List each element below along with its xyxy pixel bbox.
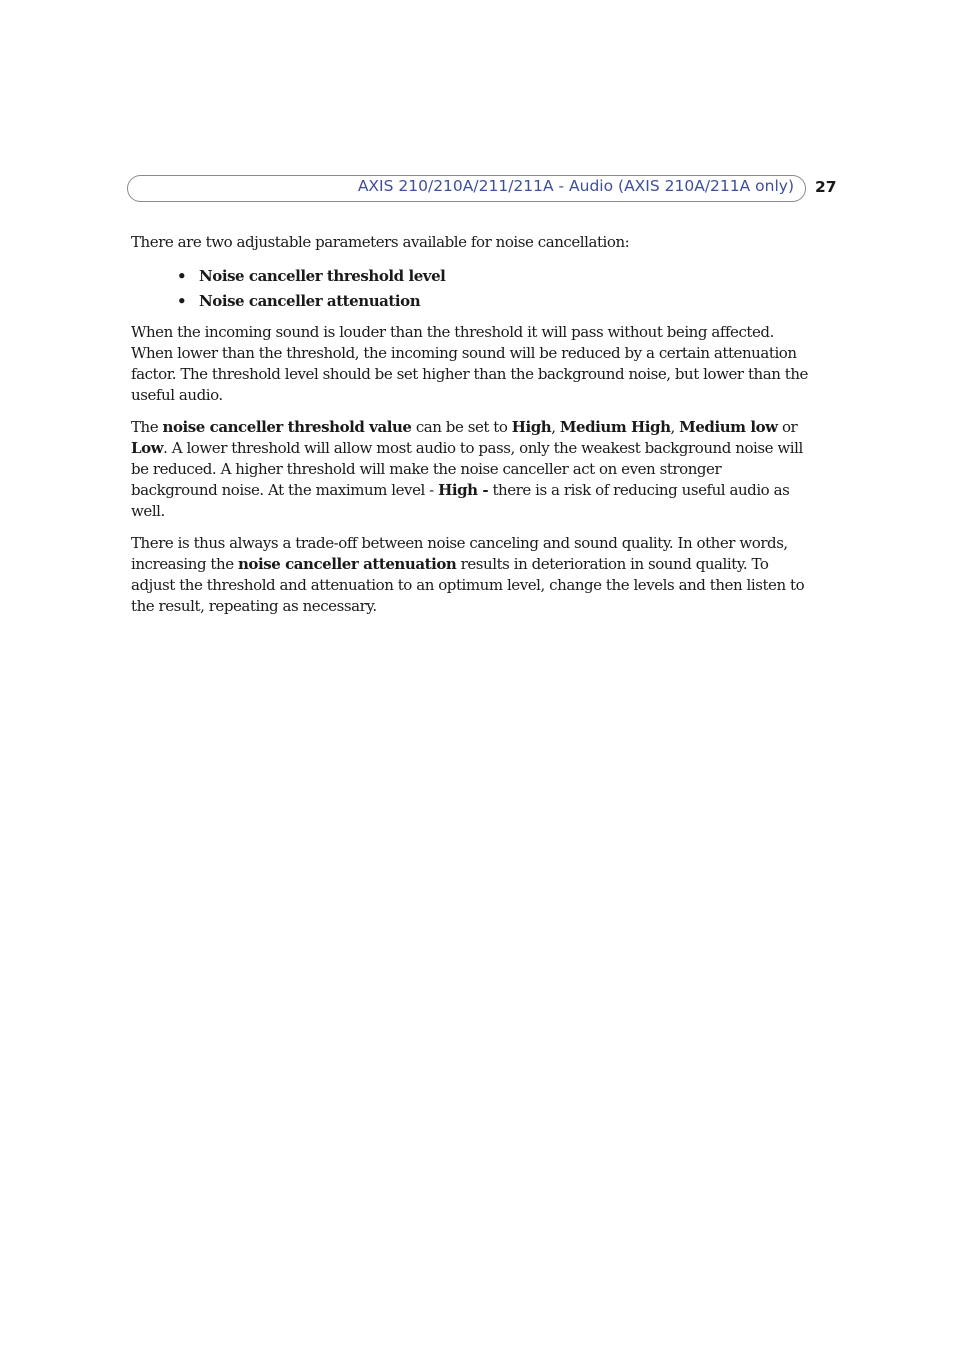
bold-term: noise canceller attenuation xyxy=(237,555,457,573)
text-run: , xyxy=(670,418,680,436)
text-run: , xyxy=(551,418,560,436)
parameter-list xyxy=(131,264,811,314)
bold-term: High xyxy=(511,418,552,436)
text-run: . A lower threshold will allow most audio to pass, only the weakest background noise will be reduced. A higher threshold will make the noise canceller act on even stronger background noise. At the maximum level - xyxy=(131,439,803,499)
list-item: • Noise canceller threshold level xyxy=(131,264,811,289)
intro-paragraph: There are two adjustable parameters available for noise cancellation: xyxy=(131,233,630,251)
text-run: There is thus always a trade-off between noise canceling and sound quality. In other words, increasing the xyxy=(131,534,788,573)
bold-term: Medium High xyxy=(559,418,671,436)
text-run: or xyxy=(777,418,798,436)
threshold-value-paragraph xyxy=(131,417,811,522)
bold-term: Low xyxy=(131,439,164,457)
body-content xyxy=(131,232,811,628)
bold-term: Medium low xyxy=(679,418,778,436)
list-item: • Noise canceller attenuation xyxy=(131,289,811,314)
threshold-paragraph: When the incoming sound is louder than the threshold it will pass without being affected. When lower than the threshold, the incoming sound will be reduced by a certain attenuation factor. The threshold level should be set higher than the background noise, but lower than the useful audio. xyxy=(131,323,808,404)
text-run: can be set to xyxy=(411,418,512,436)
text-run: The xyxy=(131,418,163,436)
header-title: AXIS 210/210A/211/211A - Audio (AXIS 210A/211A only) xyxy=(357,177,794,195)
bold-term: noise canceller threshold value xyxy=(162,418,412,436)
text-run: results in deterioration in sound quality. To adjust the threshold and attenuation to an optimum level, change the levels and then listen to the result, repeating as necessary. xyxy=(131,555,805,615)
bold-term: High - xyxy=(438,481,489,499)
text-run: there is a risk of reducing useful audio as well. xyxy=(131,481,790,520)
page-number: 27 xyxy=(815,178,837,196)
tradeoff-paragraph xyxy=(131,533,811,617)
